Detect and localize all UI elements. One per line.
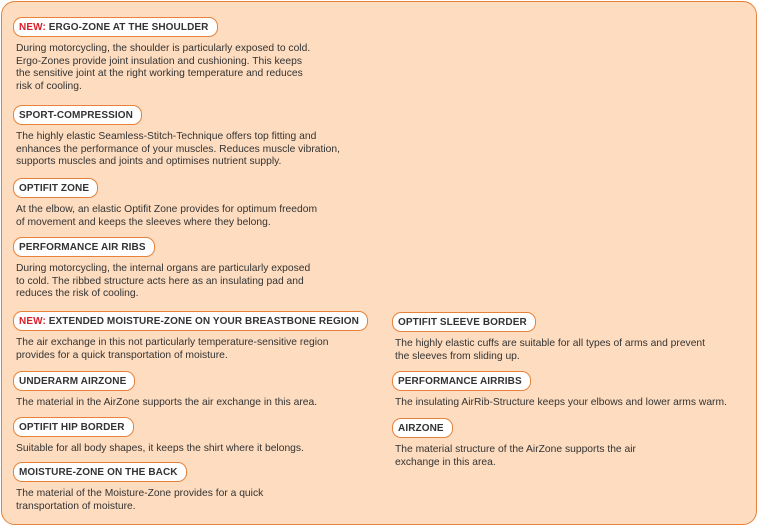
description-line: enhances the performance of your muscles. Reduces muscle vibration,	[16, 143, 340, 155]
description-line: of movement and keeps the sleeves where they belong.	[16, 216, 271, 228]
description-line: transportation of moisture.	[16, 500, 136, 512]
feature-title-badge	[13, 371, 135, 391]
feature-item-extended-moisture-zone-on-your-breastbone-region	[13, 311, 368, 362]
feature-description	[395, 444, 636, 469]
feature-description	[16, 263, 310, 301]
feature-title-badge	[13, 462, 187, 482]
feature-item-optifit-zone	[13, 178, 317, 229]
feature-item-sport-compression	[13, 105, 340, 169]
feature-item-performance-airribs	[392, 371, 727, 410]
feature-title: MOISTURE-ZONE ON THE BACK	[19, 467, 178, 478]
description-line: provides for a quick transportation of moisture.	[16, 349, 228, 361]
feature-title-badge	[13, 417, 134, 437]
feature-description	[16, 397, 317, 410]
feature-title: SPORT-COMPRESSION	[19, 110, 133, 121]
feature-title-badge	[392, 371, 531, 391]
feature-description	[16, 43, 310, 93]
feature-title-badge	[392, 418, 453, 438]
description-line: During motorcycling, the internal organs are particularly exposed	[16, 263, 311, 274]
feature-description	[395, 338, 705, 363]
description-line: to cold. The ribbed structure acts here as an insulating pad and	[16, 275, 304, 287]
description-line: risk of cooling.	[16, 80, 82, 92]
feature-description	[16, 337, 368, 362]
feature-title: EXTENDED MOISTURE-ZONE ON YOUR BREASTBONE REGION	[48, 316, 359, 327]
description-line: exchange in this area.	[395, 456, 496, 468]
description-line: supports muscles and joints and optimises nutrient supply.	[16, 156, 282, 168]
feature-description	[16, 488, 263, 513]
feature-title-badge	[13, 105, 142, 125]
feature-title: PERFORMANCE AIRRIBS	[398, 376, 522, 387]
feature-title: AIRZONE	[398, 423, 444, 434]
feature-item-moisture-zone-on-the-back	[13, 462, 263, 513]
feature-description	[16, 443, 304, 456]
feature-title: ERGO-ZONE AT THE SHOULDER	[48, 22, 209, 33]
description-line: The material in the AirZone supports the air exchange in this area.	[16, 397, 318, 408]
description-line: Ergo-Zones provide joint insulation and cushioning. This keeps	[16, 55, 303, 67]
description-line: The material of the Moisture-Zone provides for a quick	[16, 488, 264, 499]
feature-title-badge	[13, 178, 98, 198]
feature-title-badge	[13, 17, 218, 37]
feature-title-badge	[13, 237, 155, 257]
feature-title: PERFORMANCE AIR RIBS	[19, 242, 146, 253]
feature-item-optifit-hip-border	[13, 417, 304, 456]
feature-title: OPTIFIT HIP BORDER	[19, 422, 125, 433]
description-line: Suitable for all body shapes, it keeps the shirt where it belongs.	[16, 443, 304, 454]
feature-item-ergo-zone-at-the-shoulder	[13, 17, 310, 93]
new-label: NEW:	[19, 22, 49, 33]
feature-item-underarm-airzone	[13, 371, 317, 410]
description-line: reduces the risk of cooling.	[16, 288, 139, 300]
description-line: the sensitive joint at the right working temperature and reduces	[16, 68, 303, 80]
feature-item-optifit-sleeve-border	[392, 312, 705, 363]
description-line: The insulating AirRib-Structure keeps your elbows and lower arms warm.	[395, 397, 727, 408]
feature-title-badge	[392, 312, 536, 332]
description-line: The highly elastic cuffs are suitable for all types of arms and prevent	[395, 338, 706, 349]
description-line: The material structure of the AirZone supports the air	[395, 444, 636, 455]
description-line: The air exchange in this not particularly temperature-sensitive region	[16, 337, 329, 348]
feature-title: OPTIFIT SLEEVE BORDER	[398, 317, 527, 328]
feature-description	[16, 204, 317, 229]
feature-title: OPTIFIT ZONE	[19, 183, 90, 194]
feature-item-performance-air-ribs	[13, 237, 310, 301]
description-line: The highly elastic Seamless-Stitch-Technique offers top fitting and	[16, 131, 317, 142]
feature-description	[395, 397, 727, 410]
feature-title-badge	[13, 311, 368, 331]
description-line: During motorcycling, the shoulder is particularly exposed to cold.	[16, 43, 311, 54]
description-line: At the elbow, an elastic Optifit Zone provides for optimum freedom	[16, 204, 318, 215]
feature-item-airzone	[392, 418, 636, 469]
description-line: the sleeves from sliding up.	[395, 350, 520, 362]
feature-description	[16, 131, 340, 169]
feature-title: UNDERARM AIRZONE	[19, 376, 127, 387]
new-label: NEW:	[19, 316, 49, 327]
